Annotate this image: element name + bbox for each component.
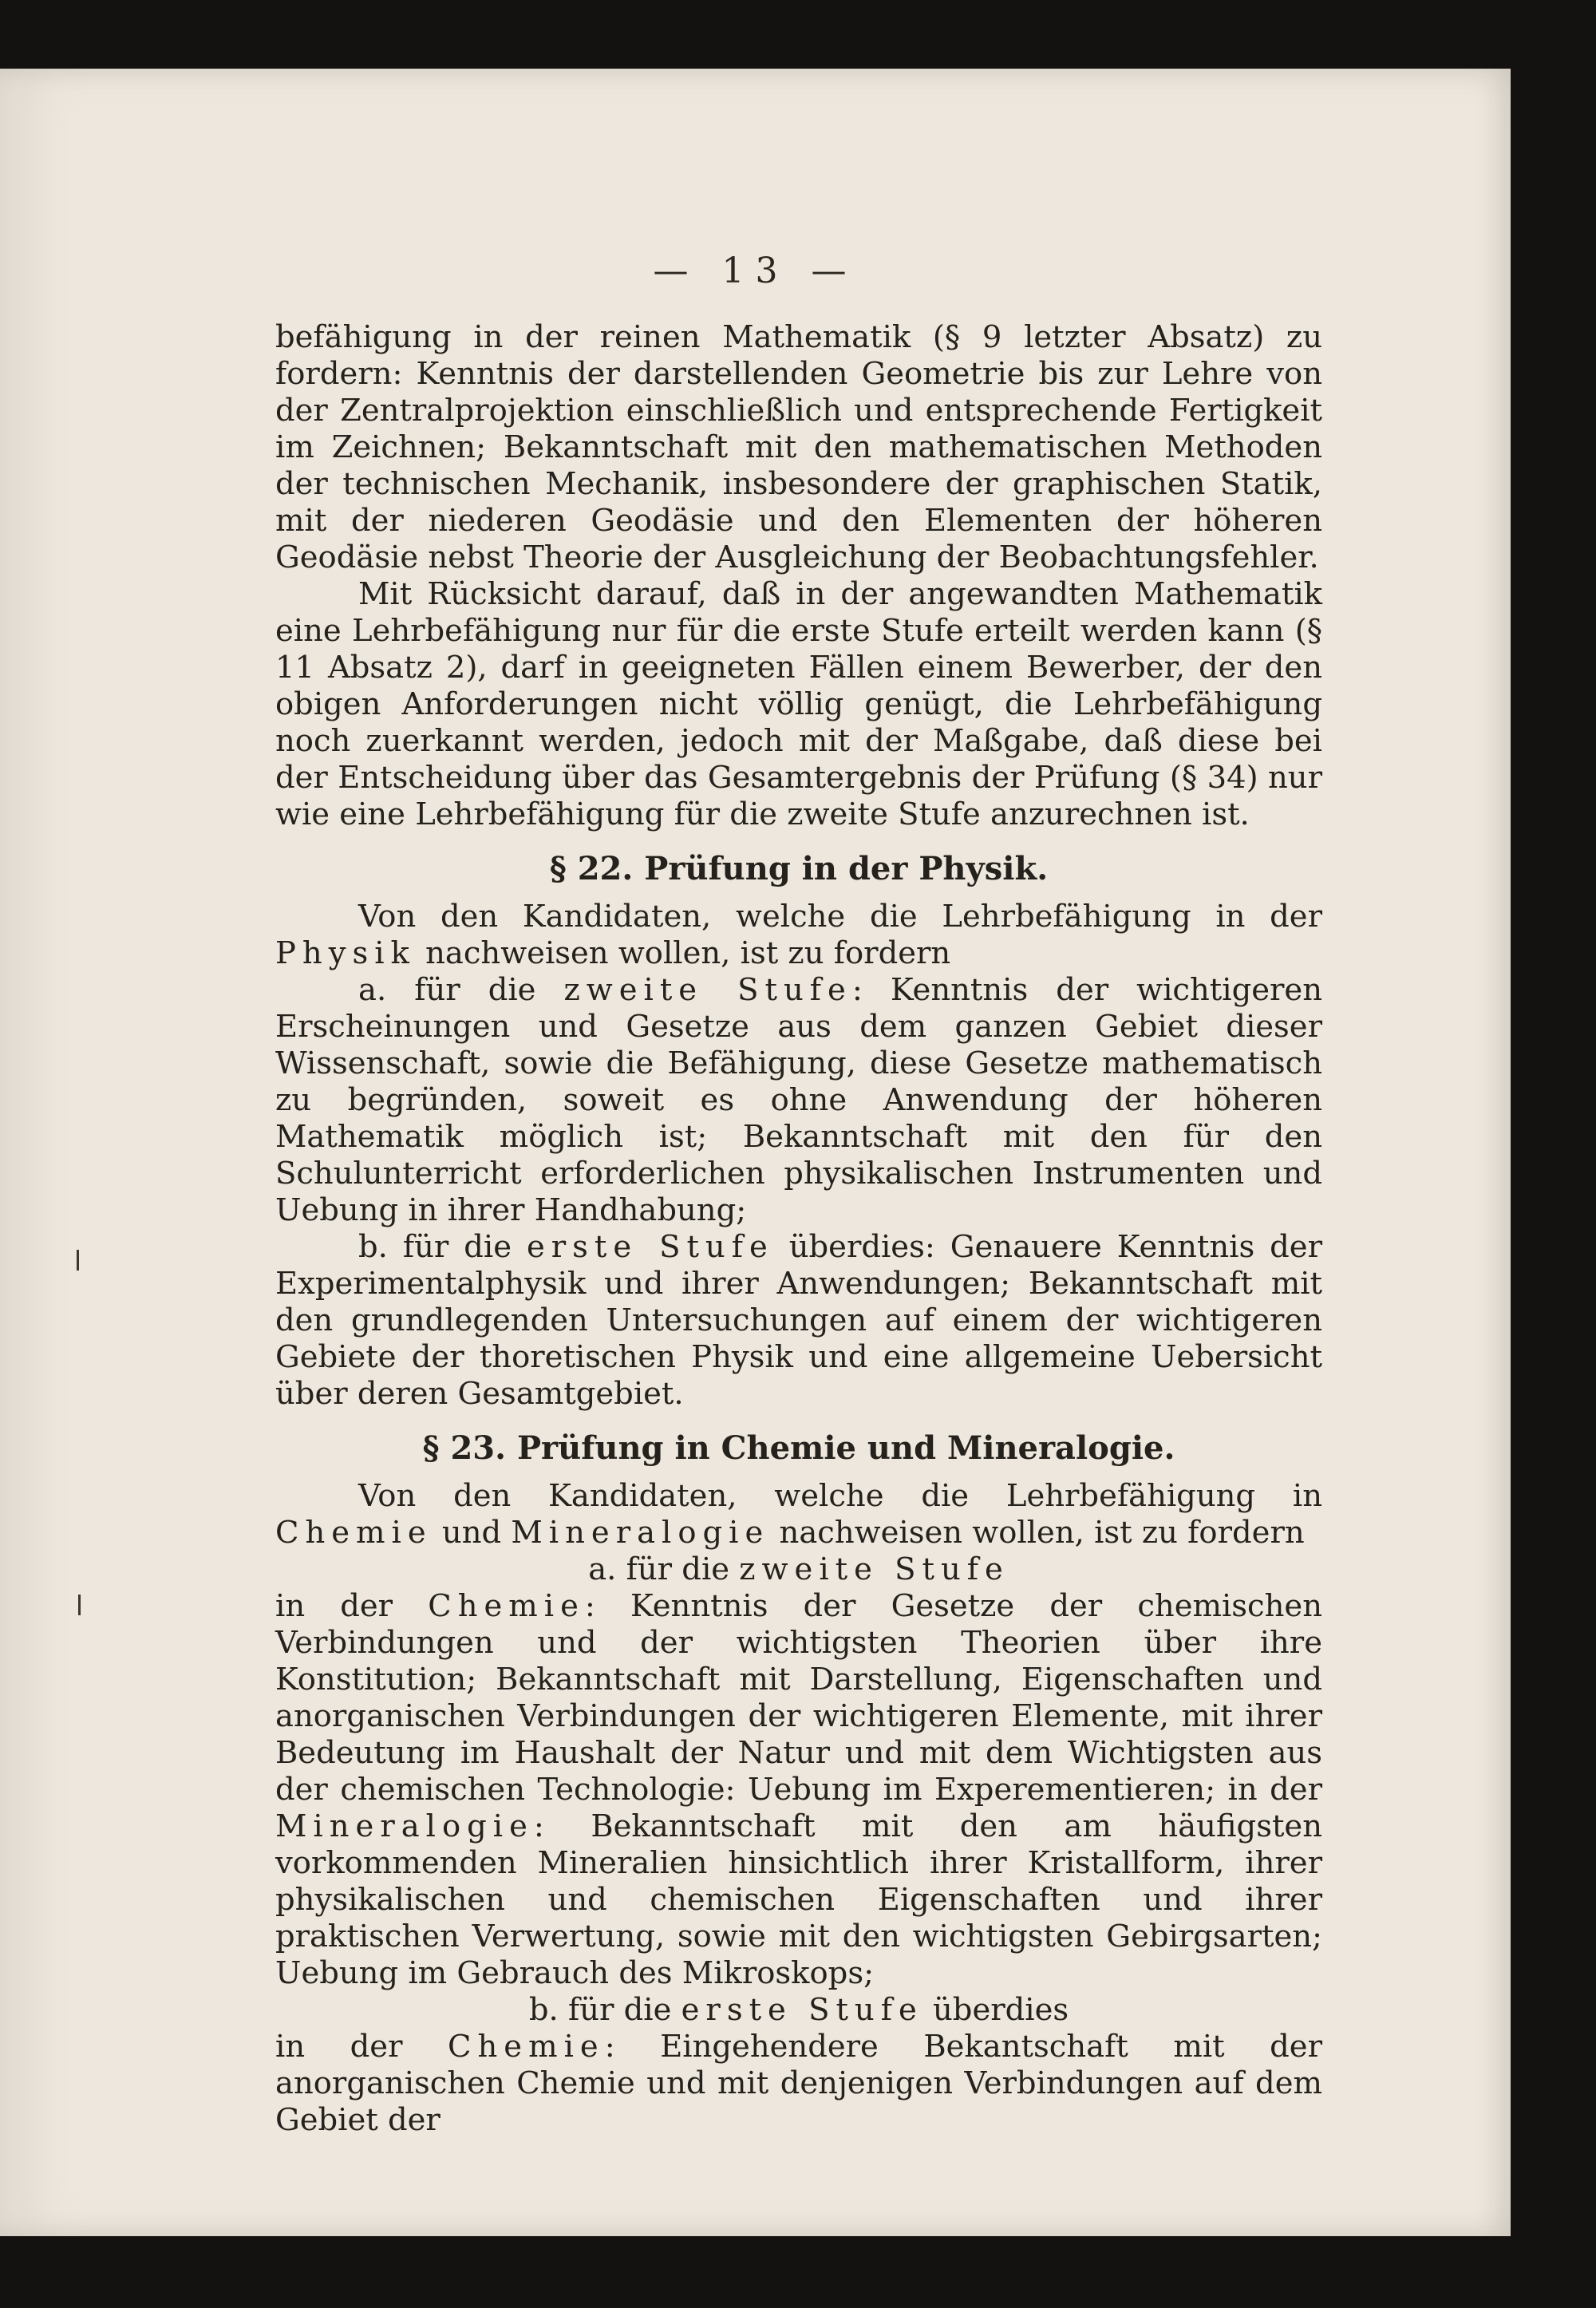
- list-item: a. für die zweite Stufe: [588, 1551, 1009, 1587]
- margin-mark: [77, 1250, 79, 1271]
- page-number: — 13 —: [653, 251, 858, 291]
- section-heading: § 23. Prüfung in Chemie und Mineralogie.: [422, 1429, 1175, 1467]
- section-heading: § 22. Prüfung in der Physik.: [549, 850, 1049, 887]
- subject-name: Mineralogie: [275, 1808, 534, 1844]
- paragraph: in der Chemie: Kenntnis der Gesetze der chemischen Verbindungen und der wichtigsten Theorien über ihre Konstitution; Bekanntschaft mit Darstellung, Eigenschaften und anorganischen Verbindungen der wichtigeren Elemente, mit ihrer Bedeutung im Haushalt der Natur und mit dem Wichtigsten aus der chemischen Technologie: Uebung im Experementieren; in der Mineralogie: Bekanntschaft mit den am häufigsten vorkommenden Mineralien hinsichtlich ihrer Kristallform, ihrer physikalischen und chemischen Eigenschaften und ihrer praktischen Verwertung, sowie mit den wichtigsten Gebirgsarten; Uebung im Gebrauch des Mikroskops;: [275, 1588, 1322, 1991]
- paragraph: befähigung in der reinen Mathematik (§ 9 letzter Absatz) zu fordern: Kenntnis der darstellenden Geometrie bis zur Lehre von der Zentralprojektion einschließlich und entsprechende Fertigkeit im Zeichnen; Bekanntschaft mit den mathematischen Methoden der technischen Mechanik, insbesondere der graphischen Statik, mit der niederen Geodäsie und den Elementen der höheren Geodäsie nebst Theorie der Ausgleichung der Beobachtungsfehler.: [275, 319, 1322, 575]
- stage-label: erste Stufe: [681, 1992, 923, 2028]
- margin-mark: [78, 1595, 81, 1615]
- subject-name: Chemie: [448, 2029, 605, 2065]
- page-body: [275, 319, 1322, 2139]
- paragraph: Mit Rücksicht darauf, daß in der angewandten Mathematik eine Lehrbefähigung nur für die erste Stufe erteilt werden kann (§ 11 Absatz 2), darf in geeigneten Fällen einem Bewerber, der den obigen Anforderungen nicht völlig genügt, die Lehrbefähigung noch zuerkannt werden, jedoch mit der Maßgabe, daß diese bei der Entscheidung über das Gesamtergebnis der Prüfung (§ 34) nur wie eine Lehrbefähigung für die zweite Stufe anzurechnen ist.: [275, 576, 1322, 832]
- stage-label: zweite Stufe: [563, 972, 852, 1008]
- subject-name: Chemie: [428, 1588, 585, 1624]
- subject-name: Chemie: [275, 1515, 433, 1551]
- paragraph: Von den Kandidaten, welche die Lehrbefähigung in der Physik nachweisen wollen, ist zu fordern: [275, 899, 1322, 971]
- stage-label: erste Stufe: [526, 1229, 774, 1265]
- paragraph: in der Chemie: Eingehendere Bekantschaft mit der anorganischen Chemie und mit denjenigen Verbindungen auf dem Gebiet der: [275, 2029, 1322, 2138]
- list-item: a. für die zweite Stufe: Kenntnis der wichtigeren Erscheinungen und Gesetze aus dem ganzen Gebiet dieser Wissenschaft, sowie die Befähigung, diese Gesetze mathematisch zu begründen, soweit es ohne Anwendung der höheren Mathematik möglich ist; Bekanntschaft mit den für den Schulunterricht erforderlichen physikalischen Instrumenten und Uebung in ihrer Handhabung;: [275, 972, 1322, 1228]
- subject-name: Mineralogie: [511, 1515, 770, 1551]
- subject-name: Physik: [275, 935, 416, 971]
- book-page: [0, 69, 1511, 2236]
- stage-label: zweite Stufe: [739, 1551, 1009, 1587]
- list-item: b. für die erste Stufe überdies: Genauere Kenntnis der Experimentalphysik und ihrer Anwendungen; Bekanntschaft mit den grundlegenden Untersuchungen auf einem der wichtigeren Gebiete der thoretischen Physik und eine allgemeine Uebersicht über deren Gesamtgebiet.: [275, 1229, 1322, 1412]
- paragraph: Von den Kandidaten, welche die Lehrbefähigung in Chemie und Mineralogie nachweisen wollen, ist zu fordern: [275, 1478, 1322, 1551]
- list-item: b. für die erste Stufe überdies: [528, 1992, 1069, 2028]
